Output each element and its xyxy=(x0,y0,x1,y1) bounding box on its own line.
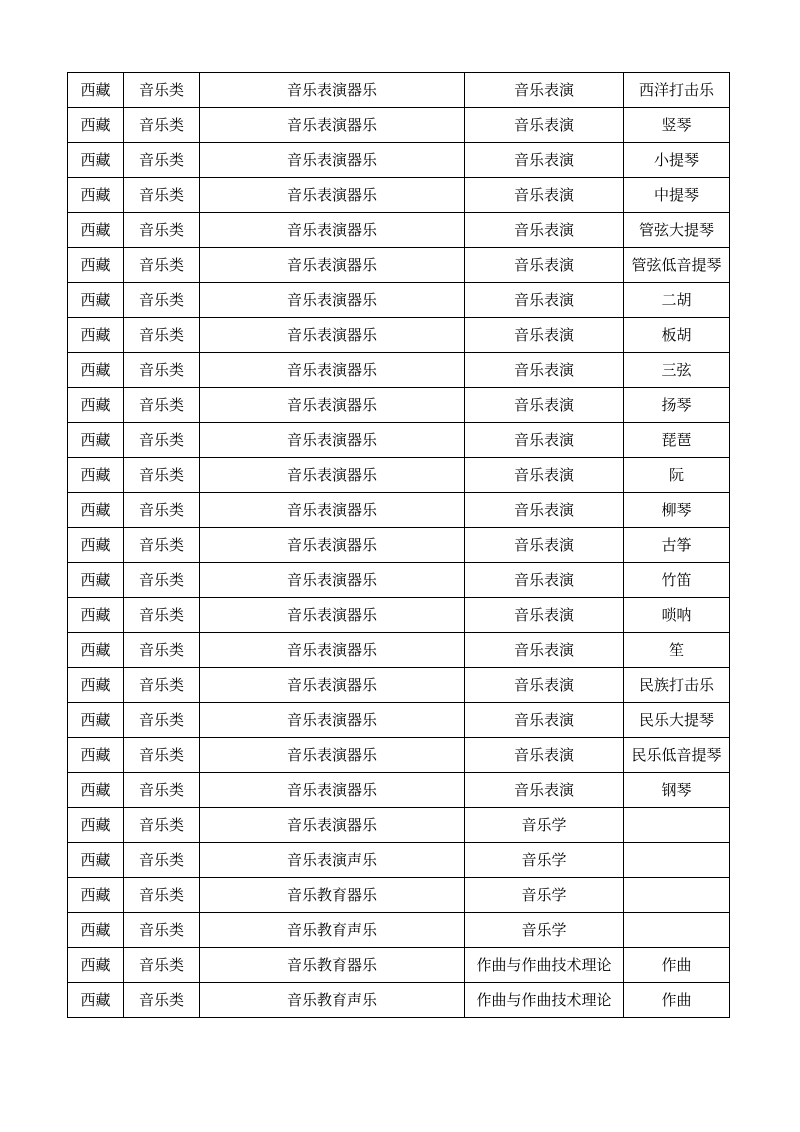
region-cell: 西藏 xyxy=(68,668,124,703)
major-cell: 音乐学 xyxy=(465,878,624,913)
table-row xyxy=(68,808,730,843)
table-body xyxy=(68,73,730,1018)
major-cell: 音乐表演 xyxy=(465,108,624,143)
instrument-cell: 管弦大提琴 xyxy=(624,213,730,248)
table-row xyxy=(68,703,730,738)
category-cell: 音乐类 xyxy=(124,913,200,948)
exam-subject-cell: 音乐表演器乐 xyxy=(200,108,465,143)
region-cell: 西藏 xyxy=(68,353,124,388)
region-cell: 西藏 xyxy=(68,178,124,213)
category-cell: 音乐类 xyxy=(124,528,200,563)
exam-subject-cell: 音乐表演器乐 xyxy=(200,738,465,773)
table-row xyxy=(68,913,730,948)
region-cell: 西藏 xyxy=(68,948,124,983)
exam-subject-cell: 音乐表演器乐 xyxy=(200,318,465,353)
category-cell: 音乐类 xyxy=(124,493,200,528)
major-cell: 音乐表演 xyxy=(465,318,624,353)
major-cell: 作曲与作曲技术理论 xyxy=(465,983,624,1018)
instrument-cell: 民乐低音提琴 xyxy=(624,738,730,773)
instrument-cell: 唢呐 xyxy=(624,598,730,633)
instrument-cell: 作曲 xyxy=(624,983,730,1018)
region-cell: 西藏 xyxy=(68,73,124,108)
region-cell: 西藏 xyxy=(68,983,124,1018)
exam-subject-cell: 音乐表演器乐 xyxy=(200,143,465,178)
table-row xyxy=(68,528,730,563)
region-cell: 西藏 xyxy=(68,493,124,528)
table-row xyxy=(68,143,730,178)
exam-subject-cell: 音乐表演器乐 xyxy=(200,458,465,493)
instrument-cell: 柳琴 xyxy=(624,493,730,528)
region-cell: 西藏 xyxy=(68,213,124,248)
table-row xyxy=(68,878,730,913)
instrument-cell xyxy=(624,843,730,878)
table-row xyxy=(68,598,730,633)
major-cell: 音乐表演 xyxy=(465,283,624,318)
category-cell: 音乐类 xyxy=(124,423,200,458)
exam-subject-cell: 音乐教育声乐 xyxy=(200,913,465,948)
exam-subject-cell: 音乐表演器乐 xyxy=(200,213,465,248)
category-cell: 音乐类 xyxy=(124,773,200,808)
table-row xyxy=(68,388,730,423)
category-cell: 音乐类 xyxy=(124,808,200,843)
major-cell: 音乐表演 xyxy=(465,598,624,633)
exam-subject-cell: 音乐教育器乐 xyxy=(200,948,465,983)
major-cell: 音乐表演 xyxy=(465,738,624,773)
major-cell: 音乐表演 xyxy=(465,178,624,213)
instrument-cell: 扬琴 xyxy=(624,388,730,423)
category-cell: 音乐类 xyxy=(124,213,200,248)
table-row xyxy=(68,773,730,808)
category-cell: 音乐类 xyxy=(124,668,200,703)
exam-subject-cell: 音乐表演器乐 xyxy=(200,493,465,528)
region-cell: 西藏 xyxy=(68,773,124,808)
instrument-cell: 笙 xyxy=(624,633,730,668)
instrument-cell: 小提琴 xyxy=(624,143,730,178)
major-cell: 音乐学 xyxy=(465,913,624,948)
region-cell: 西藏 xyxy=(68,108,124,143)
category-cell: 音乐类 xyxy=(124,73,200,108)
major-cell: 音乐表演 xyxy=(465,633,624,668)
table-row xyxy=(68,283,730,318)
table-row xyxy=(68,668,730,703)
instrument-cell: 民族打击乐 xyxy=(624,668,730,703)
category-cell: 音乐类 xyxy=(124,703,200,738)
region-cell: 西藏 xyxy=(68,633,124,668)
category-cell: 音乐类 xyxy=(124,738,200,773)
instrument-cell: 中提琴 xyxy=(624,178,730,213)
major-cell: 音乐表演 xyxy=(465,248,624,283)
exam-subject-cell: 音乐表演器乐 xyxy=(200,773,465,808)
exam-subject-cell: 音乐表演器乐 xyxy=(200,808,465,843)
major-cell: 音乐学 xyxy=(465,808,624,843)
category-cell: 音乐类 xyxy=(124,318,200,353)
exam-subject-cell: 音乐表演器乐 xyxy=(200,388,465,423)
exam-subject-cell: 音乐表演器乐 xyxy=(200,633,465,668)
category-cell: 音乐类 xyxy=(124,178,200,213)
exam-subject-cell: 音乐表演器乐 xyxy=(200,668,465,703)
table-row xyxy=(68,108,730,143)
category-cell: 音乐类 xyxy=(124,353,200,388)
instrument-cell xyxy=(624,808,730,843)
table-row xyxy=(68,213,730,248)
major-cell: 作曲与作曲技术理论 xyxy=(465,948,624,983)
instrument-cell: 三弦 xyxy=(624,353,730,388)
exam-subject-cell: 音乐表演器乐 xyxy=(200,423,465,458)
instrument-cell: 管弦低音提琴 xyxy=(624,248,730,283)
region-cell: 西藏 xyxy=(68,878,124,913)
major-cell: 音乐表演 xyxy=(465,143,624,178)
table-row xyxy=(68,948,730,983)
major-cell: 音乐表演 xyxy=(465,458,624,493)
major-cell: 音乐表演 xyxy=(465,73,624,108)
category-cell: 音乐类 xyxy=(124,878,200,913)
region-cell: 西藏 xyxy=(68,808,124,843)
exam-subject-cell: 音乐教育声乐 xyxy=(200,983,465,1018)
admissions-table xyxy=(67,72,730,1018)
category-cell: 音乐类 xyxy=(124,948,200,983)
instrument-cell: 阮 xyxy=(624,458,730,493)
exam-subject-cell: 音乐表演声乐 xyxy=(200,843,465,878)
region-cell: 西藏 xyxy=(68,913,124,948)
major-cell: 音乐表演 xyxy=(465,493,624,528)
instrument-cell: 板胡 xyxy=(624,318,730,353)
exam-subject-cell: 音乐表演器乐 xyxy=(200,528,465,563)
category-cell: 音乐类 xyxy=(124,598,200,633)
category-cell: 音乐类 xyxy=(124,143,200,178)
major-cell: 音乐表演 xyxy=(465,213,624,248)
region-cell: 西藏 xyxy=(68,248,124,283)
exam-subject-cell: 音乐表演器乐 xyxy=(200,563,465,598)
instrument-cell: 二胡 xyxy=(624,283,730,318)
category-cell: 音乐类 xyxy=(124,283,200,318)
region-cell: 西藏 xyxy=(68,563,124,598)
table-row xyxy=(68,353,730,388)
major-cell: 音乐表演 xyxy=(465,773,624,808)
table-row xyxy=(68,458,730,493)
region-cell: 西藏 xyxy=(68,703,124,738)
exam-subject-cell: 音乐教育器乐 xyxy=(200,878,465,913)
table-row xyxy=(68,633,730,668)
region-cell: 西藏 xyxy=(68,283,124,318)
exam-subject-cell: 音乐表演器乐 xyxy=(200,598,465,633)
exam-subject-cell: 音乐表演器乐 xyxy=(200,73,465,108)
instrument-cell: 琵琶 xyxy=(624,423,730,458)
category-cell: 音乐类 xyxy=(124,633,200,668)
instrument-cell xyxy=(624,913,730,948)
exam-subject-cell: 音乐表演器乐 xyxy=(200,703,465,738)
region-cell: 西藏 xyxy=(68,423,124,458)
category-cell: 音乐类 xyxy=(124,388,200,423)
instrument-cell xyxy=(624,878,730,913)
major-cell: 音乐学 xyxy=(465,843,624,878)
table-row xyxy=(68,318,730,353)
table-row xyxy=(68,178,730,213)
exam-subject-cell: 音乐表演器乐 xyxy=(200,283,465,318)
instrument-cell: 竖琴 xyxy=(624,108,730,143)
table-row xyxy=(68,563,730,598)
table-row xyxy=(68,248,730,283)
major-cell: 音乐表演 xyxy=(465,703,624,738)
category-cell: 音乐类 xyxy=(124,458,200,493)
major-cell: 音乐表演 xyxy=(465,668,624,703)
region-cell: 西藏 xyxy=(68,598,124,633)
table-row xyxy=(68,73,730,108)
exam-subject-cell: 音乐表演器乐 xyxy=(200,248,465,283)
region-cell: 西藏 xyxy=(68,318,124,353)
category-cell: 音乐类 xyxy=(124,563,200,598)
category-cell: 音乐类 xyxy=(124,983,200,1018)
instrument-cell: 竹笛 xyxy=(624,563,730,598)
table-row xyxy=(68,493,730,528)
table-row xyxy=(68,983,730,1018)
instrument-cell: 钢琴 xyxy=(624,773,730,808)
instrument-cell: 民乐大提琴 xyxy=(624,703,730,738)
major-cell: 音乐表演 xyxy=(465,528,624,563)
instrument-cell: 作曲 xyxy=(624,948,730,983)
major-cell: 音乐表演 xyxy=(465,563,624,598)
table-row xyxy=(68,843,730,878)
region-cell: 西藏 xyxy=(68,843,124,878)
major-cell: 音乐表演 xyxy=(465,388,624,423)
exam-subject-cell: 音乐表演器乐 xyxy=(200,178,465,213)
exam-subject-cell: 音乐表演器乐 xyxy=(200,353,465,388)
table-row xyxy=(68,738,730,773)
table-row xyxy=(68,423,730,458)
region-cell: 西藏 xyxy=(68,528,124,563)
instrument-cell: 西洋打击乐 xyxy=(624,73,730,108)
category-cell: 音乐类 xyxy=(124,843,200,878)
category-cell: 音乐类 xyxy=(124,108,200,143)
instrument-cell: 古筝 xyxy=(624,528,730,563)
region-cell: 西藏 xyxy=(68,458,124,493)
major-cell: 音乐表演 xyxy=(465,353,624,388)
region-cell: 西藏 xyxy=(68,388,124,423)
region-cell: 西藏 xyxy=(68,738,124,773)
region-cell: 西藏 xyxy=(68,143,124,178)
major-cell: 音乐表演 xyxy=(465,423,624,458)
category-cell: 音乐类 xyxy=(124,248,200,283)
